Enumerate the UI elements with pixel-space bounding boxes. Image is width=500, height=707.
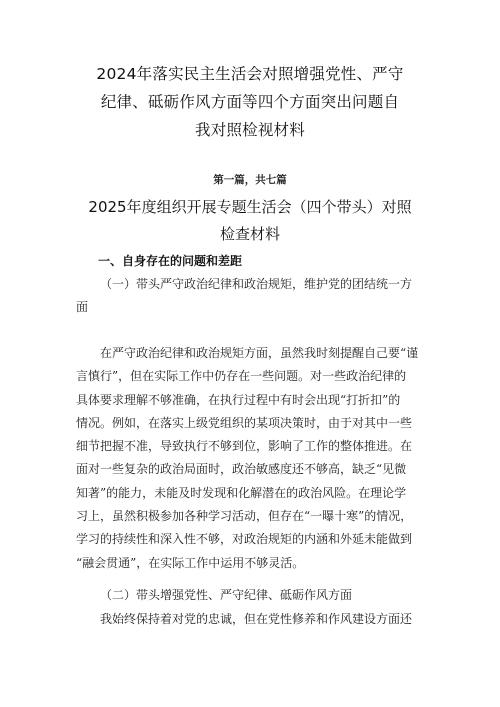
subsection-heading-1: [76, 273, 434, 320]
main-title-line: 纪律、砥砺作风方面等四个方面突出问题自: [100, 93, 400, 111]
text-line: “融会贯通”，在实际工作中运用不够灵活。: [76, 555, 305, 570]
sub-title-line: 2025年度组织开展专题生活会（四个带头）对照: [88, 198, 412, 216]
text-line: 情况。例如，在落实上级党组织的某项决策时，由于对其中一些: [76, 415, 413, 430]
subsection-heading-2: [76, 584, 434, 607]
text-line: 我始终保持着对党的忠诚，但在党性修养和作风建设方面还: [100, 612, 413, 626]
sub-title: [70, 194, 430, 248]
text-line: 言慎行”，但在实际工作中仍存在一些问题。对一些政治纪律的: [76, 369, 407, 384]
text-line: 细节把握不准，导致执行不够到位，影响了工作的整体推进。在: [76, 439, 413, 454]
text-line: 具体要求理解不够准确，在执行过程中有时会出现“打折扣”的: [76, 392, 401, 407]
main-title-line: 我对照检视材料: [195, 121, 305, 139]
text-line: 习上，虽然积极参加各种学习活动，但存在“一曝十寒”的情况，: [76, 509, 413, 524]
text-line: 学习的持续性和深入性不够，对政治规矩的内涵和外延未能做到: [76, 532, 413, 547]
text-line: 知著”的能力，未能及时发现和化解潜在的政治风险。在理论学: [76, 485, 407, 500]
main-title-line: 2024年落实民主生活会对照增强党性、严守: [96, 65, 404, 83]
paragraph-1: [76, 342, 434, 575]
section-heading: 一、自身存在的问题和差距: [98, 254, 243, 268]
sub-title-line: 检查材料: [219, 225, 280, 243]
text-line: （一）带头严守政治纪律和政治规矩，维护党的团结统一方: [100, 277, 413, 291]
text-line: 面: [76, 300, 89, 315]
text-line: 在严守政治纪律和政治规矩方面，虽然我时刻提醒自己要“谨: [100, 346, 419, 360]
paragraph-2: [76, 608, 434, 631]
main-title: [60, 60, 440, 144]
text-line: 面对一些复杂的政治局面时，政治敏感度还不够高，缺乏“见微: [76, 462, 407, 477]
part-label: 第一篇，共七篇: [213, 174, 287, 186]
text-line: （二）带头增强党性、严守纪律、砥砺作风方面: [100, 588, 353, 602]
